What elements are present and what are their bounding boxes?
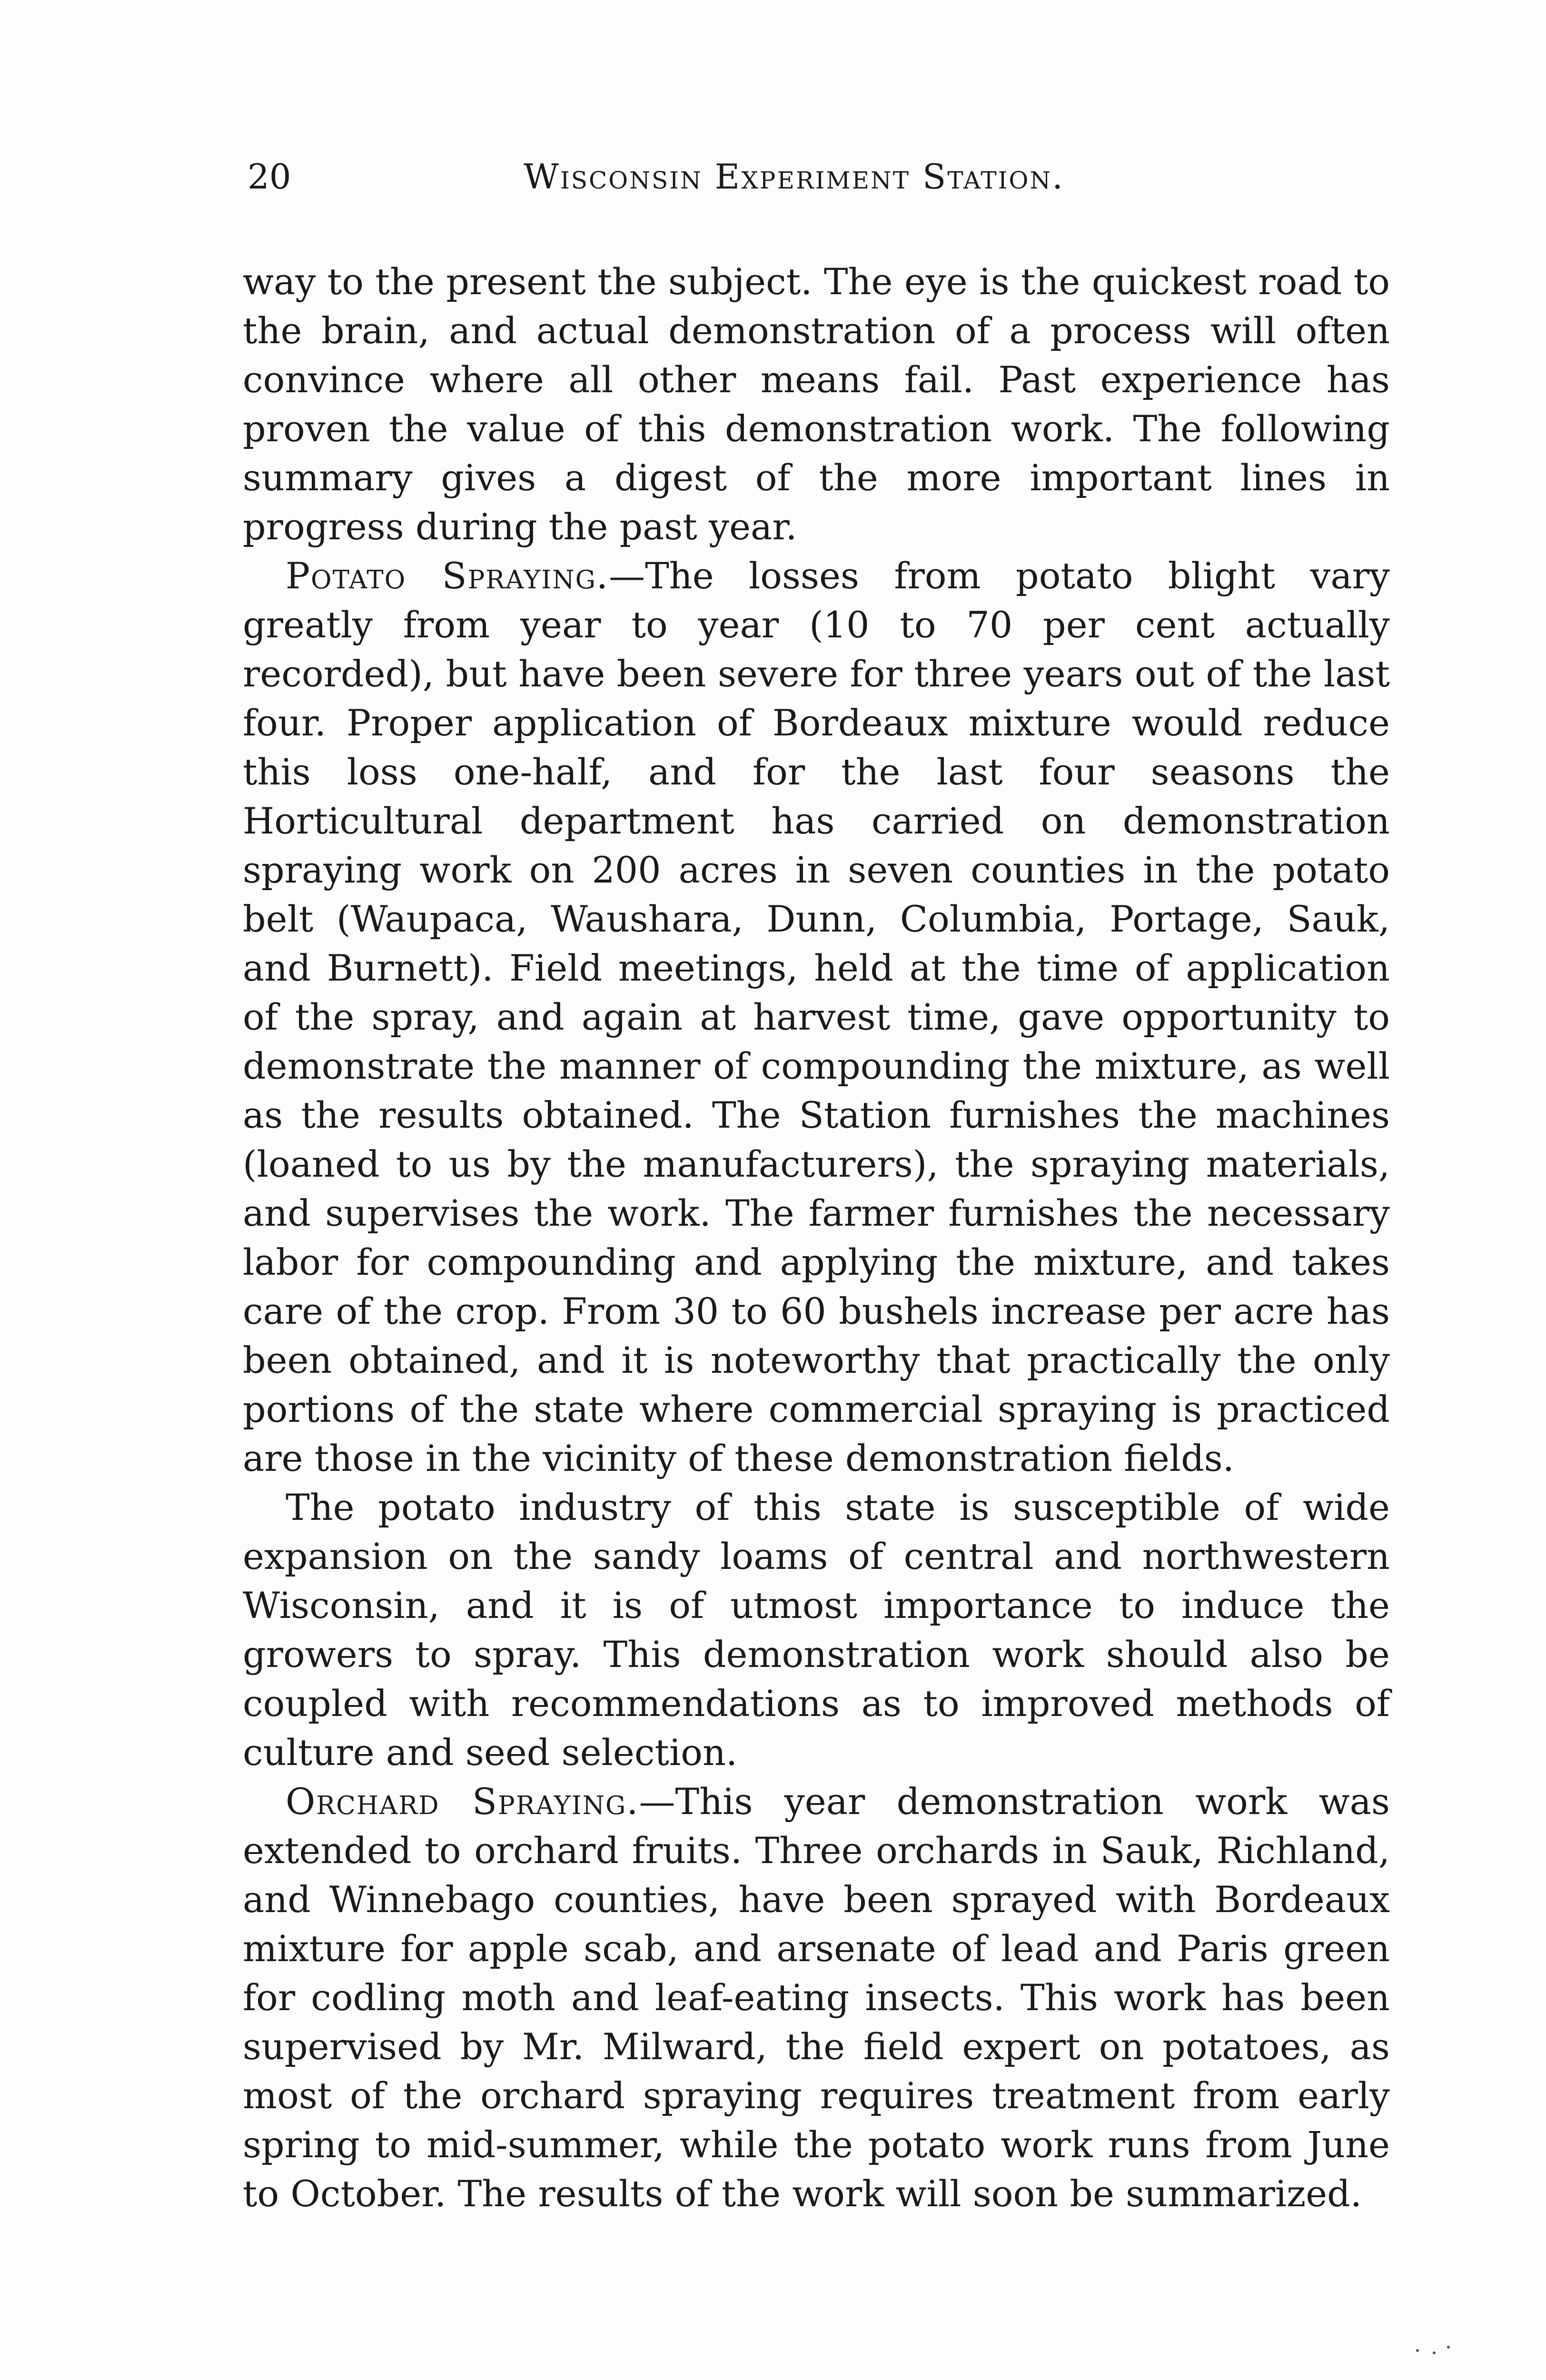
potato-spraying-paragraph bbox=[243, 551, 1390, 1483]
orchard-spraying-heading: Orchard Spraying. bbox=[286, 1780, 639, 1823]
scan-speck bbox=[1416, 2349, 1419, 2352]
potato-spraying-text: —The losses from potato blight vary greatly from year to year (10 to 70 per cent actually recorded), but have been severe for three years out of the last four. Proper application of Bordeaux mixture would reduce this loss one-half, and for the last four seasons the Horticultural department has carried on demonstration spraying work on 200 acres in seven counties in the potato belt (Waupaca, Waushara, Dunn, Columbia, Portage, Sauk, and Burnett). Field meetings, held at the time of application of the spray, and again at harvest time, gave opportunity to demonstrate the manner of compounding the mixture, as well as the results obtained. The Station furnishes the machines (loaned to us by the manufacturers), the spraying materials, and supervises the work. The farmer furnishes the necessary labor for compounding and applying the mixture, and takes care of the crop. From 30 to 60 bushels increase per acre has been obtained, and it is noteworthy that practically the only portions of the state where commercial spraying is practiced are those in the vicinity of these demonstration fields. bbox=[243, 555, 1390, 1479]
orchard-spraying-paragraph bbox=[243, 1777, 1390, 2218]
orchard-spraying-text: —This year demonstration work was extended to orchard fruits. Three orchards in Sauk, Richland, and Winnebago counties, have been sprayed with Bordeaux mixture for apple scab, and arsenate of lead and Paris green for codling moth and leaf-eating insects. This work has been supervised by Mr. Milward, the field expert on potatoes, as most of the orchard spraying requires treatment from early spring to mid-summer, while the potato work runs from June to October. The results of the work will soon be summarized. bbox=[243, 1780, 1390, 2215]
intro-paragraph: way to the present the subject. The eye is the quickest road to the brain, and actual demonstration of a process will often convince where all other means fail. Past experience has proven the value of this demonstration work. The following summary gives a digest of the more important lines in progress during the past year. bbox=[243, 260, 1390, 548]
page-header bbox=[248, 159, 1399, 217]
running-title: Wisconsin Experiment Station. bbox=[524, 157, 1065, 197]
scan-speck bbox=[1447, 2346, 1450, 2349]
page-number: 20 bbox=[248, 157, 291, 197]
body-text bbox=[243, 257, 1390, 2218]
potato-spraying-heading: Potato Spraying. bbox=[286, 555, 609, 597]
scan-speck bbox=[1433, 2351, 1436, 2354]
potato-industry-paragraph: The potato industry of this state is susceptible of wide expansion on the sandy loams of central and northwestern Wisconsin, and it is of utmost importance to induce the growers to spray. This demonstration work should also be coupled with recommendations as to improved methods of culture and seed selection. bbox=[243, 1486, 1390, 1774]
